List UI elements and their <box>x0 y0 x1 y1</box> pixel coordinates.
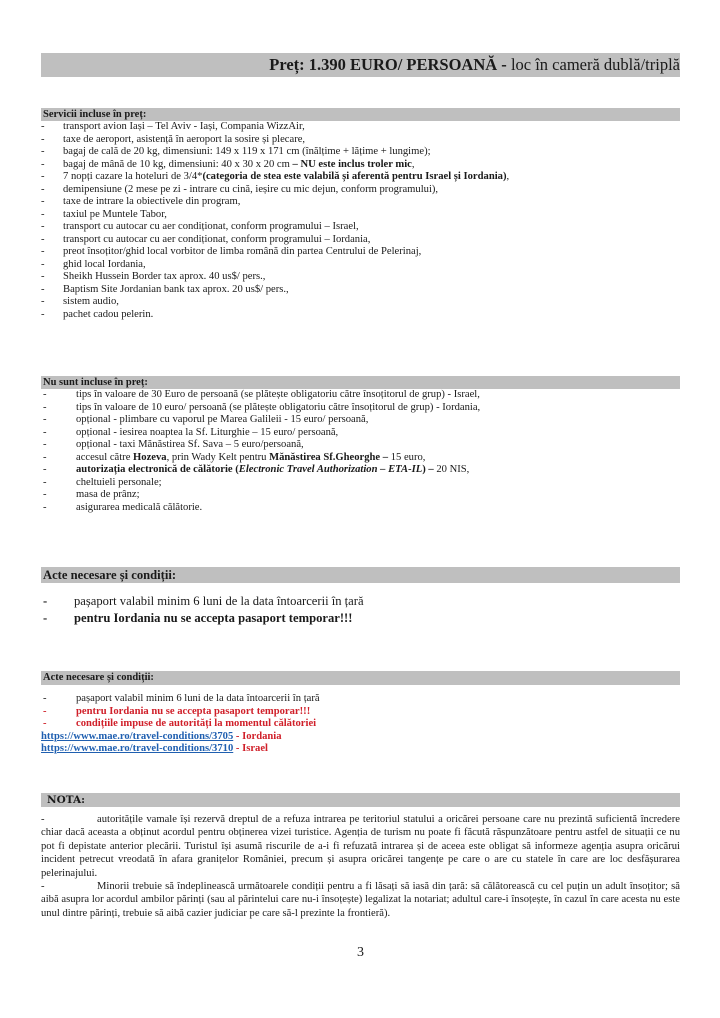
list-item: - pentru Iordania nu se accepta pasaport temporar!!! <box>41 706 680 719</box>
item-part: opțional - taxi Mănăstirea Sf. Sava – 5 euro/persoană, <box>76 439 304 450</box>
note-text: Minorii trebuie să îndeplinească următoarele condiții pentru a fi lăsați să iasă din țară: să călătorească cu cel puțin un adult însoțitor; să aibă asupra lor acordul ambilor părinți (sau al părintelui care nu-i însoțește) legalizat la notariat; adultul care-i însoțește, în cazul în care acesta nu este unul dintre părinți, trebuie să aibă cazier judiciar pe care să-l prezinte la frontieră). <box>41 881 680 919</box>
included-list <box>41 121 680 321</box>
documents-title-1: Acte necesare și condiții: <box>41 567 680 583</box>
item-part: accesul către <box>76 451 134 463</box>
list-item <box>41 296 680 309</box>
list-item <box>41 196 680 209</box>
item-text: 7 nopți cazare la hoteluri de 3/4* <box>63 171 203 182</box>
item-tail: , <box>506 171 510 182</box>
note-text: autoritățile vamale își rezervă dreptul de a refuza intrarea pe teritoriul statului a oricărei persoane care nu prezintă suficientă încredere chiar dacă aceasta a obținut acordul pentru obținerea vizei turistice. Agenția de turism nu poate fi făcută răspunzătoare pentru astfel de situații ce nu pot fi depistate anterior plecării. Turistul își asumă riscurile de a-i fi refuzată intrarea și de aceea este obligat să informeze agenția asupra oricărui incident petrecut vreodată în afara granițelor României, precum și asupra oricărei tangențe pe care o are cu statele în care are loc desfășurarea pelerinajului. <box>41 814 680 879</box>
list-item <box>41 209 680 222</box>
list-item <box>41 134 680 147</box>
room-type: loc în cameră dublă/triplă <box>506 55 680 74</box>
included-title: Servicii incluse în preț: <box>41 108 680 121</box>
item-text: taxiul pe Muntele Tabor, <box>63 208 167 220</box>
included-section <box>41 108 680 321</box>
list-item <box>41 502 680 515</box>
item-text: bagaj de cală de 20 kg, dimensiuni: 149 x 119 x 171 cm (înălțime + lățime + lungime); <box>63 146 431 157</box>
list-item: - condițiile impuse de autorități la momentul călătoriei <box>41 718 680 731</box>
item-part: tips în valoare de 10 euro/ persoană (se plătește obligatoriu către însoțitorul de grup) - Iordania, <box>76 401 481 413</box>
list-item <box>41 259 680 272</box>
link-label: - Iordania <box>233 730 282 742</box>
list-item <box>41 414 680 427</box>
item-text: transport cu autocar cu aer condiționat, conform programului – Iordania, <box>63 233 371 245</box>
item-text: Baptism Site Jordanian bank tax aprox. 20 us$/ pers., <box>63 283 289 295</box>
list-item <box>41 477 680 490</box>
list-item <box>41 271 680 284</box>
item-emphasis: (categoria de stea este valabilă și aferentă pentru Israel și Iordania) <box>202 171 507 182</box>
price-banner <box>41 53 680 77</box>
list-item <box>41 146 680 159</box>
documents-title-2: Acte necesare și condiții: <box>41 671 680 685</box>
item-part: 20 NIS, <box>433 464 470 475</box>
list-item <box>41 171 680 184</box>
list-item: - pașaport valabil minim 6 luni de la data întoarcerii în țară <box>41 693 680 706</box>
documents-list-1 <box>41 593 680 627</box>
item-part: opțional - plimbare cu vaporul pe Marea Galileii - 15 euro/ persoană, <box>76 414 369 425</box>
list-item <box>41 121 680 134</box>
item-part: tips în valoare de 30 Euro de persoană (se plătește obligatoriu către însoțitorul de grup) - Israel, <box>76 389 480 400</box>
item-text: pachet cadou pelerin. <box>63 308 154 320</box>
item-text: ghid local Iordania, <box>63 258 146 270</box>
item-part: Electronic Travel Authorization – ETA-IL <box>238 464 423 475</box>
list-item <box>41 246 680 259</box>
item-text: bagaj de mână de 10 kg, dimensiuni: 40 x 30 x 20 cm <box>63 158 293 170</box>
item-part: ) – <box>422 464 434 475</box>
item-part: autorizația electronică de călătorie ( <box>76 464 239 475</box>
list-item <box>41 427 680 440</box>
price-label: Preț: 1.390 EURO/ PERSOANĂ - <box>269 55 507 74</box>
item-text: taxe de intrare la obiectivele din program, <box>63 196 241 207</box>
item-part: asigurarea medicală călătorie. <box>76 501 203 513</box>
note-title: NOTA: <box>41 793 680 807</box>
list-item <box>41 439 680 452</box>
note-section <box>41 793 680 920</box>
item-part: , prin Wady Kelt pentru <box>166 451 270 463</box>
item-part: opțional - iesirea noaptea la Sf. Liturghie – 15 euro/ persoană, <box>76 426 339 438</box>
item-text: demipensiune (2 mese pe zi - intrare cu cină, ieșire cu mic dejun, conform programului), <box>63 183 439 195</box>
item-part: Mănăstirea Sf.Gheorghe – <box>269 451 389 463</box>
excluded-title: Nu sunt incluse în preț: <box>41 376 680 389</box>
mae-link-israel[interactable]: https://www.mae.ro/travel-conditions/3710 <box>41 743 234 754</box>
list-item: - pentru Iordania nu se accepta pasaport temporar!!! <box>41 610 680 627</box>
item-part: 15 euro, <box>388 451 426 463</box>
item-text: preot însoțitor/ghid local vorbitor de limba română din partea Centrului de Pelerinaj, <box>63 246 422 257</box>
documents-section-1 <box>41 567 680 627</box>
list-item <box>41 234 680 247</box>
item-part: cheltuieli personale; <box>76 476 162 488</box>
item-text: transport cu autocar cu aer condiționat, conform programului – Israel, <box>63 221 359 232</box>
item-emphasis: – NU este inclus troler mic <box>292 158 412 170</box>
list-item <box>41 389 680 402</box>
excluded-section <box>41 376 680 514</box>
list-item <box>41 452 680 465</box>
note-paragraph: - autoritățile vamale își rezervă dreptul de a refuza intrarea pe teritoriul statului a oricărei persoane care nu prezintă suficientă încredere chiar dacă aceasta a obținut acordul pentru obținerea vizei turistice. Agenția de turism nu poate fi făcută răspunzătoare pentru astfel de situații ce nu pot fi depistate anterior plecării. Turistul își asumă riscurile de a-i fi refuzată intrarea și de aceea este obligat să informeze agenția asupra oricărui incident petrecut vreodată în afara granițelor României, precum și asupra oricărei tangențe pe care o are cu statele în care are loc desfășurarea pelerinajului. <box>41 814 680 879</box>
list-item <box>41 221 680 234</box>
list-item <box>41 159 680 172</box>
item-text: taxe de aeroport, asistență în aeroport la sosire și plecare, <box>63 133 306 145</box>
list-item <box>41 284 680 297</box>
link-label: - Israel <box>233 743 268 754</box>
documents-list-2 <box>41 693 680 731</box>
note-paragraph: - Minorii trebuie să îndeplinească următoarele condiții pentru a fi lăsați să iasă din țară: să călătorească cu cel puțin un adult însoțitor; să aibă asupra lor acordul ambilor părinți (sau al părintelui care nu-i însoțește) legalizat la notariat; adultul care-i însoțește, în cazul în care acesta nu este unul dintre părinți, trebuie să aibă cazier judiciar pe care să-l prezinte la frontieră). <box>41 881 680 919</box>
link-row-iordania <box>41 731 680 744</box>
item-part: Hozeva <box>133 451 167 463</box>
list-item <box>41 489 680 502</box>
documents-section-2 <box>41 671 680 756</box>
item-text: Sheikh Hussein Border tax aprox. 40 us$/ pers., <box>63 271 266 282</box>
item-text: transport avion Iași – Tel Aviv - Iași, Compania WizzAir, <box>63 121 305 132</box>
item-part: masa de prânz; <box>76 489 140 500</box>
link-row-israel <box>41 743 680 756</box>
list-item <box>41 184 680 197</box>
excluded-list <box>41 389 680 514</box>
item-tail: , <box>411 158 415 170</box>
list-item: - pașaport valabil minim 6 luni de la data întoarcerii în țară <box>41 593 680 610</box>
list-item <box>41 309 680 322</box>
mae-link-iordania[interactable]: https://www.mae.ro/travel-conditions/3705 <box>41 730 234 742</box>
item-text: sistem audio, <box>63 296 119 307</box>
list-item <box>41 402 680 415</box>
page-number: 3 <box>357 945 364 960</box>
list-item <box>41 464 680 477</box>
